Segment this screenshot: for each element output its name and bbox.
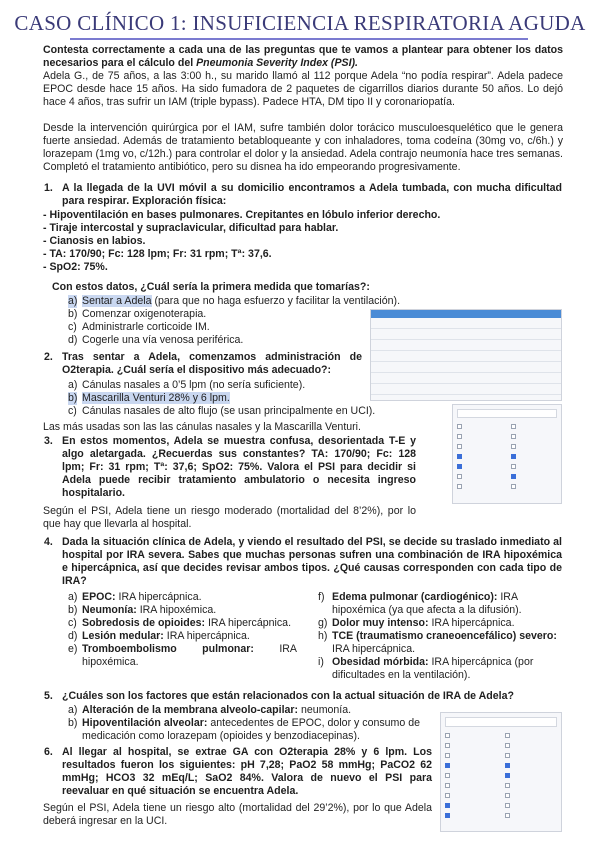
psi-calculator-image-1 (452, 404, 562, 504)
psi-table-image (370, 309, 562, 401)
option-highlighted: Mascarilla Venturi 28% y 6 lpm. (82, 392, 230, 404)
question-3: 3. En estos momentos, Adela se muestra confusa, desorientada T-E y algo aletargada. ¿Recuerdas sus constantes? TA: 170/90; Fc: 128 lpm; Fr: 31 rpm; Tª: 37,6; SpO2: 75%. Valora el PSI para decidir si Adela puede recibir tratamiento ambulatorio o necesita ingreso hospitalario. (44, 435, 416, 499)
question-5: 5. ¿Cuáles son los factores que están relacionados con la actual situación de IRA de Adela? (44, 690, 514, 702)
q4-left-column: a) EPOC: IRA hipercápnica. b) Neumonía: IRA hipoxémica. c) Sobredosis de opioides: IRA hipercápnica. d) Lesión medular: IRA hipercápnica. e) Tromboembolismo pulmonar: IRA hipoxémica. (68, 591, 298, 668)
question-4: 4. Dada la situación clínica de Adela, y viendo el resultado del PSI, se decide su traslado inmediato al hospital por IRA severa. Sabes que muchas personas sufren una combinación de IRA hipoxémica e hipercápnica, así que decides revisar ambos tipos. ¿Qué causas corresponden con cada tipo de IRA? (44, 536, 562, 587)
q6-answer: Según el PSI, Adela tiene un riesgo alto (mortalidad del 29’2%), por lo que Adela deberá ingresar en la UCI. (43, 802, 432, 827)
q2-options: a) Cánulas nasales a 0’5 lpm (no sería suficiente). b) Mascarilla Venturi 28% y 6 lpm. c) Cánulas nasales de alto flujo (se usan principalmente en UCI). (68, 379, 376, 417)
table-header (371, 310, 561, 318)
q1-options: a) Sentar a Adela (para que no haga esfuerzo y facilitar la ventilación). b) Comenzar oxigenoterapia. c) Administrarle corticoide IM. d) Cogerle una vía venosa periférica. (68, 295, 401, 346)
question-1: 1. A la llegada de la UVI móvil a su domicilio encontramos a Adela tumbada, con mucha dificultad para respirar. Exploración física: (44, 182, 562, 207)
psi-calculator-image-2 (440, 712, 562, 832)
q1-findings (43, 209, 563, 274)
q1-question: Con estos datos, ¿Cuál sería la primera medida que tomarías?: (52, 281, 370, 293)
finding: - Hipoventilación en bases pulmonares. Crepitantes en lóbulo inferior derecho. (43, 209, 441, 221)
title-underline (70, 38, 528, 40)
intro (43, 44, 563, 70)
intro-text: Contesta correctamente a cada una de las preguntas que te vamos a plantear para obtener los datos necesarios para el cálculo del (43, 44, 563, 69)
q4-right-column: f) Edema pulmonar (cardiogénico): IRA hipoxémica (ya que afecta a la difusión). g) Dolor muy intenso: IRA hipercápnica. h) TCE (traumatismo craneoencefálico) severo: IRA hipercápnica. i) Obesidad mórbida: IRA hipercápnica (por dificultades en la ventilación). (318, 591, 557, 681)
q2-note: Las más usadas son las las cánulas nasales y la Mascarilla Venturi. (43, 421, 361, 433)
q3-answer: Según el PSI, Adela tiene un riesgo moderado (mortalidad del 8’2%), por lo que hay que llevarla al hospital. (43, 505, 416, 530)
case-paragraph-1: Adela G., de 75 años, a las 3:00 h., su marido llamó al 112 porque Adela “no podía respirar”. Adela padece EPOC desde hace 15 años. Ha sido fumadora de 2 paquetes de cigarrillos diarios durante 50 años. Lo dejó hace 4 años, tras sufrir un IAM (triple bypass). Padece HTA, DM tipo II y coronariopatía. (43, 70, 563, 108)
page-title: CASO CLÍNICO 1: INSUFICIENCIA RESPIRATORIA AGUDA (14, 11, 586, 35)
intro-psi: Pneumonia Severity Index (PSI). (196, 57, 359, 69)
question-6: 6. Al llegar al hospital, se extrae GA con O2terapia 28% y 6 lpm. Los resultados fueron los siguientes: pH 7,28; PaO2 58 mmHg; PaCO2 62 mmHg; HCO3 32 mEq/L; SaO2 84%. Valora de nuevo el PSI para reevaluar en qué situación se encuentra Adela. (44, 746, 432, 797)
case-paragraph-2: Desde la intervención quirúrgica por el IAM, sufre también dolor torácico musculoesquelético que le genera fuerte ansiedad. Además de tratamiento betabloqueante y con inhaladores, toma codeína (30mg vo, c/6h.) y lorazepam (1mg vo, c/12h.) para controlar el dolor y la ansiedad. Adela contrajo neumonía hace tres semanas. Completó el tratamiento antibiótico, pero su disnea ha ido empeorando progresivamente. (43, 122, 563, 173)
finding: - Cianosis en labios. (43, 235, 146, 247)
finding: - Tiraje intercostal y supraclavicular, dificultad para hablar. (43, 222, 339, 234)
q5-options: a) Alteración de la membrana alveolo-capilar: neumonía. b) Hipoventilación alveolar: antecedentes de EPOC, dolor y consumo de medicación como lorazepam (opioides y benzodiacepinas). (68, 704, 420, 742)
option-highlighted: Sentar a Adela (82, 295, 152, 307)
finding: - SpO2: 75%. (43, 261, 108, 273)
question-2: 2. Tras sentar a Adela, comenzamos administración de O2terapia. ¿Cuál sería el dispositivo más adecuado?: (44, 351, 362, 376)
finding: - TA: 170/90; Fc: 128 lpm; Fr: 31 rpm; Tª: 37,6. (43, 248, 272, 260)
